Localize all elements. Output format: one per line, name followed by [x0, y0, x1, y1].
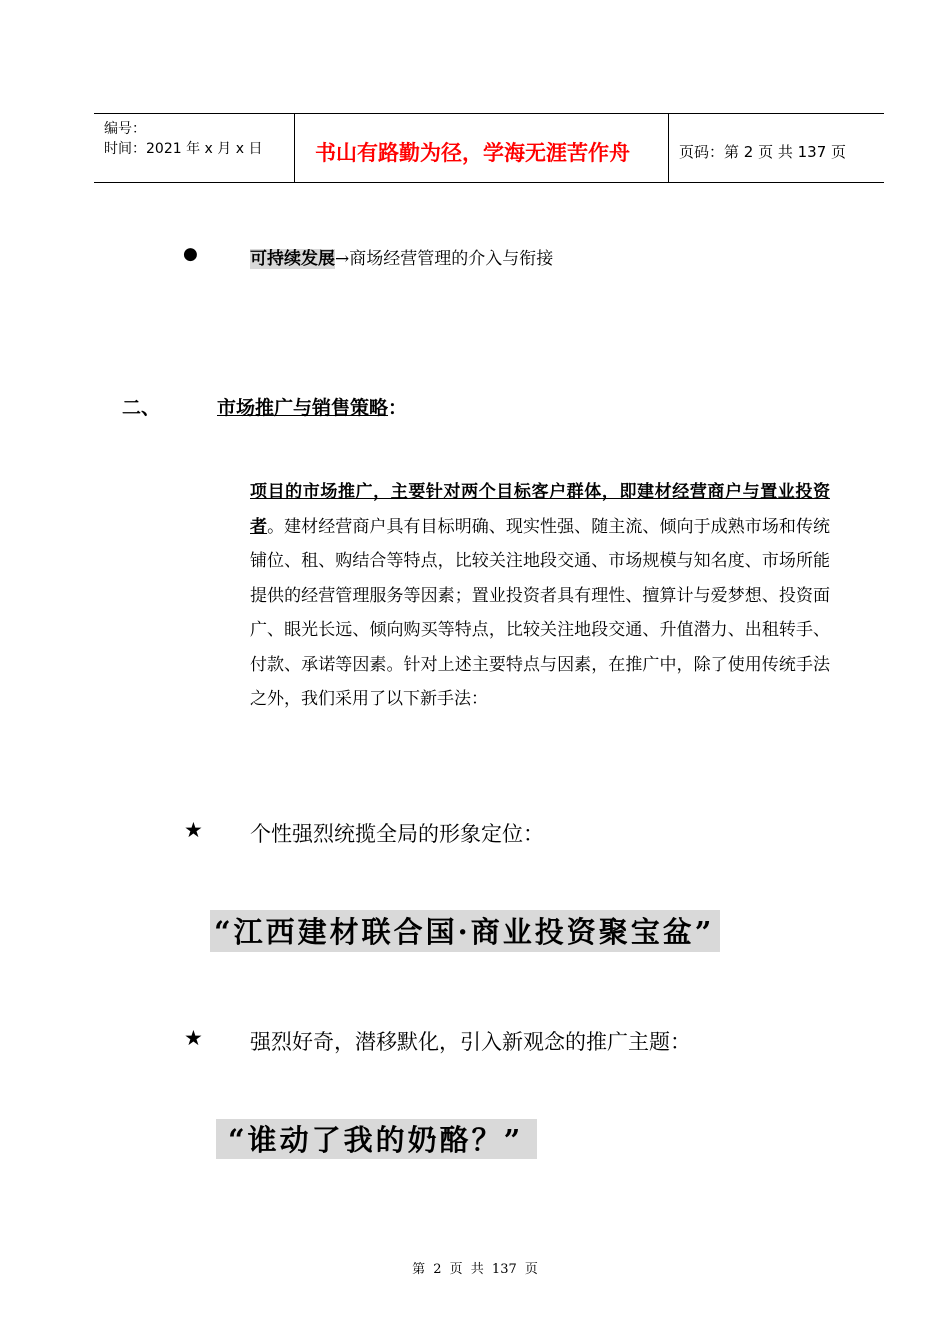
- header-motto: 书山有路勤为径，学海无涯苦作舟: [315, 140, 630, 165]
- section-title-text: 市场推广与销售策略: [217, 397, 389, 419]
- star-item-text: 个性强烈统揽全局的形象定位：: [250, 822, 544, 846]
- bullet-item: [250, 244, 553, 269]
- bullet-rest: →商场经营管理的介入与衔接: [335, 249, 554, 269]
- slogan-theme: “谁动了我的奶酪？”: [216, 1119, 537, 1159]
- page-footer: 第 2 页 共 137 页: [412, 1262, 538, 1277]
- paragraph-body: 。建材经营商户具有目标明确、现实性强、随主流、倾向于成熟市场和传统铺位、租、购结合等特点，比较关注地段交通、市场规模与知名度、市场所能提供的经营管理服务等因素；置业投资者具有理性、擅算计与爱梦想、投资面广、眼光长远、倾向购买等特点，比较关注地段交通、升值潜力、出租转手、付款、承诺等因素。针对上述主要特点与因素，在推广中，除了使用传统手法之外，我们采用了以下新手法：: [250, 516, 831, 709]
- header-mid-cell: [295, 114, 669, 182]
- paragraph-emphasis: 项目的市场推广，主要针对两个目标客户群体，即建材经营商户与置业投资者: [250, 482, 830, 537]
- star-icon: ★: [184, 818, 203, 842]
- header-table: [94, 113, 884, 183]
- star-icon: ★: [184, 1026, 203, 1050]
- header-left-cell: [94, 114, 295, 182]
- star-item-text: 强烈好奇，潜移默化，引入新观念的推广主题：: [250, 1030, 691, 1054]
- section-title-colon: ：: [388, 397, 408, 419]
- document-time-label: 时间：2021 年 x 月 x 日: [104, 141, 263, 157]
- slogan-positioning: “江西建材联合国·商业投资聚宝盆”: [210, 910, 720, 952]
- document-number-label: 编号：: [104, 121, 146, 137]
- body-paragraph: [250, 475, 830, 717]
- header-page-info: 页码：第 2 页 共 137 页: [679, 143, 847, 161]
- bullet-highlight: 可持续发展: [250, 249, 335, 269]
- section-number: 二、: [122, 397, 161, 419]
- section-title: [217, 393, 407, 420]
- header-right-cell: [669, 114, 884, 182]
- bullet-dot-icon: ●: [183, 244, 198, 264]
